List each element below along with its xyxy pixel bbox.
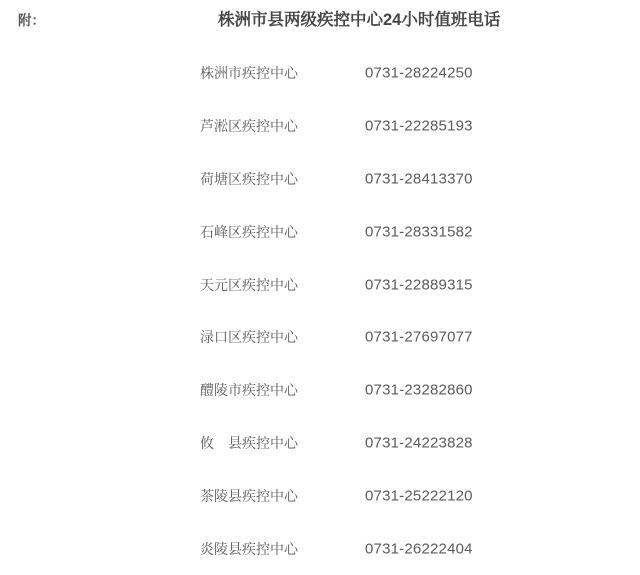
center-name: 荷塘区疾控中心 — [200, 170, 298, 187]
table-row — [0, 153, 640, 206]
phone-number: 0731-26222404 — [365, 540, 473, 558]
table-row — [0, 47, 640, 100]
page-title: 株洲市县两级疾控中心24小时值班电话 — [218, 11, 501, 29]
attachment-label: 附： — [18, 13, 45, 28]
phone-number: 0731-28224250 — [365, 64, 473, 82]
phone-number: 0731-28331582 — [365, 223, 473, 241]
table-row — [0, 258, 640, 311]
center-name: 攸 县疾控中心 — [200, 434, 298, 451]
center-name: 茶陵县疾控中心 — [200, 487, 298, 504]
table-row — [0, 100, 640, 153]
center-name: 醴陵市疾控中心 — [200, 382, 298, 399]
phone-number: 0731-23282860 — [365, 381, 473, 399]
center-name: 炎陵县疾控中心 — [200, 540, 298, 557]
table-row — [0, 205, 640, 258]
center-name: 天元区疾控中心 — [200, 276, 298, 293]
table-row — [0, 417, 640, 470]
phone-number: 0731-25222120 — [365, 487, 473, 505]
phone-number: 0731-22285193 — [365, 117, 473, 135]
table-row — [0, 522, 640, 575]
table-row — [0, 311, 640, 364]
center-name: 株洲市疾控中心 — [200, 65, 298, 82]
phone-number: 0731-27697077 — [365, 328, 473, 346]
center-name: 石峰区疾控中心 — [200, 223, 298, 240]
phone-directory-table — [0, 47, 640, 575]
phone-number: 0731-24223828 — [365, 434, 473, 452]
phone-number: 0731-28413370 — [365, 170, 473, 188]
table-row — [0, 469, 640, 522]
center-name: 芦淞区疾控中心 — [200, 118, 298, 135]
center-name: 渌口区疾控中心 — [200, 329, 298, 346]
table-row — [0, 364, 640, 417]
phone-number: 0731-22889315 — [365, 276, 473, 294]
